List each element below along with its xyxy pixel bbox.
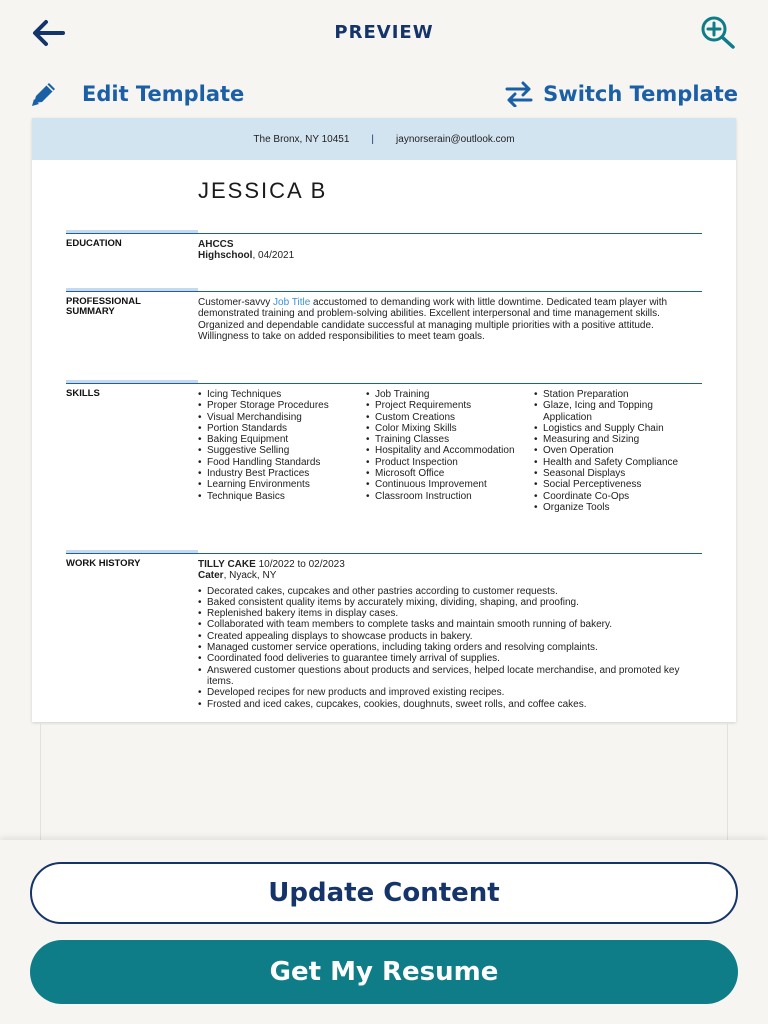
work-bullet: • Collaborated with team members to complete tasks and maintain smooth running of bakery. bbox=[198, 619, 702, 630]
skill-item: • Industry Best Practices bbox=[198, 468, 366, 479]
work-history-body bbox=[198, 559, 702, 710]
skill-item: • Portion Standards bbox=[198, 423, 366, 434]
switch-template-button[interactable] bbox=[504, 78, 738, 110]
update-content-button[interactable]: Update Content bbox=[30, 862, 738, 924]
skill-item: • Custom Creations bbox=[366, 412, 534, 423]
skill-item: • Health and Safety Compliance bbox=[534, 457, 702, 468]
skill-item: • Measuring and Sizing bbox=[534, 434, 702, 445]
skill-item: • Continuous Improvement bbox=[366, 479, 534, 490]
education-section bbox=[66, 230, 702, 280]
skill-item: • Organize Tools bbox=[534, 502, 702, 513]
switch-template-label: Switch Template bbox=[543, 82, 738, 106]
work-bullet: • Answered customer questions about products and services, helped locate merchandise, and promoted key items. bbox=[198, 665, 702, 688]
candidate-name: JESSICA B bbox=[198, 178, 328, 203]
page-shadow-edge bbox=[40, 722, 728, 848]
work-bullet: • Baked consistent quality items by accurately mixing, dividing, shaping, and proofing. bbox=[198, 597, 702, 608]
get-my-resume-button[interactable]: Get My Resume bbox=[30, 940, 738, 1004]
summary-heading bbox=[66, 297, 186, 317]
work-bullet: • Coordinated food deliveries to guarantee timely arrival of supplies. bbox=[198, 653, 702, 664]
template-actions bbox=[0, 74, 768, 114]
job-title-link[interactable]: Job Title bbox=[273, 297, 311, 308]
section-rule bbox=[66, 233, 702, 234]
skill-item: • Project Requirements bbox=[366, 400, 534, 411]
skill-item: • Seasonal Displays bbox=[534, 468, 702, 479]
resume-preview[interactable] bbox=[32, 118, 736, 722]
degree: Highschool bbox=[198, 250, 253, 262]
skill-item: • Proper Storage Procedures bbox=[198, 400, 366, 411]
school-name: AHCCS bbox=[198, 239, 234, 250]
skill-item: • Training Classes bbox=[366, 434, 534, 445]
work-bullet: • Decorated cakes, cupcakes and other pastries according to customer requests. bbox=[198, 586, 702, 597]
skill-item: • Hospitality and Accommodation bbox=[366, 445, 534, 456]
section-rule bbox=[66, 291, 702, 292]
skill-item: • Glaze, Icing and Topping Application bbox=[534, 400, 702, 423]
summary-text-end: accustomed to demanding work with little downtime. Dedicated team player with demonstrated training and problem-solving abilities. Excellent interpersonal and time management skills. Organized and dependable candidate successful at managing multiple priorities with a positive attitude. Willingness to take on added responsibilities to meet team goals. bbox=[198, 297, 668, 342]
employer-name: TILLY CAKE bbox=[198, 559, 256, 570]
page-title: PREVIEW bbox=[334, 22, 434, 43]
work-bullet: • Created appealing displays to showcase products in bakery. bbox=[198, 631, 702, 642]
contact-bar bbox=[32, 118, 736, 160]
skill-item: • Coordinate Co-Ops bbox=[534, 491, 702, 502]
work-bullet: • Frosted and iced cakes, cupcakes, cookies, doughnuts, sweet rolls, and coffee cakes. bbox=[198, 699, 702, 710]
skill-item: • Logistics and Supply Chain bbox=[534, 423, 702, 434]
skills-column-2 bbox=[366, 389, 534, 513]
skill-item: • Food Handling Standards bbox=[198, 457, 366, 468]
summary-text-start: Customer-savvy bbox=[198, 297, 274, 308]
job-role: Cater bbox=[198, 570, 224, 582]
swap-arrows-icon bbox=[504, 81, 534, 107]
skill-item: • Visual Merchandising bbox=[198, 412, 366, 423]
zoom-in-icon bbox=[696, 14, 738, 50]
skill-item: • Color Mixing Skills bbox=[366, 423, 534, 434]
summary-heading-line1: PROFESSIONAL bbox=[66, 296, 141, 307]
pencil-icon bbox=[30, 80, 60, 108]
summary-section bbox=[66, 288, 702, 368]
contact-location: The Bronx, NY 10451 bbox=[253, 133, 350, 145]
skills-column-3 bbox=[534, 389, 702, 513]
work-history-section bbox=[66, 550, 702, 722]
contact-separator: | bbox=[371, 133, 375, 145]
work-history-heading: WORK HISTORY bbox=[66, 558, 141, 569]
skill-item: • Classroom Instruction bbox=[366, 491, 534, 502]
skills-heading: SKILLS bbox=[66, 388, 100, 399]
skill-item: • Suggestive Selling bbox=[198, 445, 366, 456]
job-location: , Nyack, NY bbox=[223, 570, 277, 582]
zoom-button[interactable] bbox=[696, 14, 740, 50]
skill-item: • Product Inspection bbox=[366, 457, 534, 468]
skills-column-1 bbox=[198, 389, 366, 513]
work-bullets bbox=[198, 586, 702, 710]
summary-heading-line2: SUMMARY bbox=[66, 306, 115, 317]
edit-template-button[interactable] bbox=[30, 78, 244, 110]
contact-email: jaynorserain@outlook.com bbox=[396, 133, 515, 145]
skill-item: • Baking Equipment bbox=[198, 434, 366, 445]
skill-item: • Learning Environments bbox=[198, 479, 366, 490]
work-bullet: • Developed recipes for new products and improved existing recipes. bbox=[198, 687, 702, 698]
skill-item: • Station Preparation bbox=[534, 389, 702, 400]
skill-item: • Icing Techniques bbox=[198, 389, 366, 400]
skill-item: • Technique Basics bbox=[198, 491, 366, 502]
bottom-panel bbox=[0, 840, 768, 1024]
section-rule bbox=[66, 383, 702, 384]
edit-template-label: Edit Template bbox=[82, 82, 245, 106]
skill-item: • Job Training bbox=[366, 389, 534, 400]
skill-item: • Microsoft Office bbox=[366, 468, 534, 479]
summary-text bbox=[198, 297, 702, 342]
education-date: , 04/2021 bbox=[252, 250, 295, 262]
skills-section bbox=[66, 380, 702, 530]
employment-dates: 10/2022 to 02/2023 bbox=[255, 559, 345, 570]
work-bullet: • Managed customer service operations, including taking orders and resolving complaints. bbox=[198, 642, 702, 653]
skill-item: • Oven Operation bbox=[534, 445, 702, 456]
education-body bbox=[198, 239, 702, 262]
work-bullet: • Replenished bakery items in display cases. bbox=[198, 608, 702, 619]
section-rule bbox=[66, 553, 702, 554]
top-bar bbox=[0, 0, 768, 66]
skills-grid bbox=[198, 389, 702, 513]
education-heading: EDUCATION bbox=[66, 238, 122, 249]
skill-item: • Social Perceptiveness bbox=[534, 479, 702, 490]
